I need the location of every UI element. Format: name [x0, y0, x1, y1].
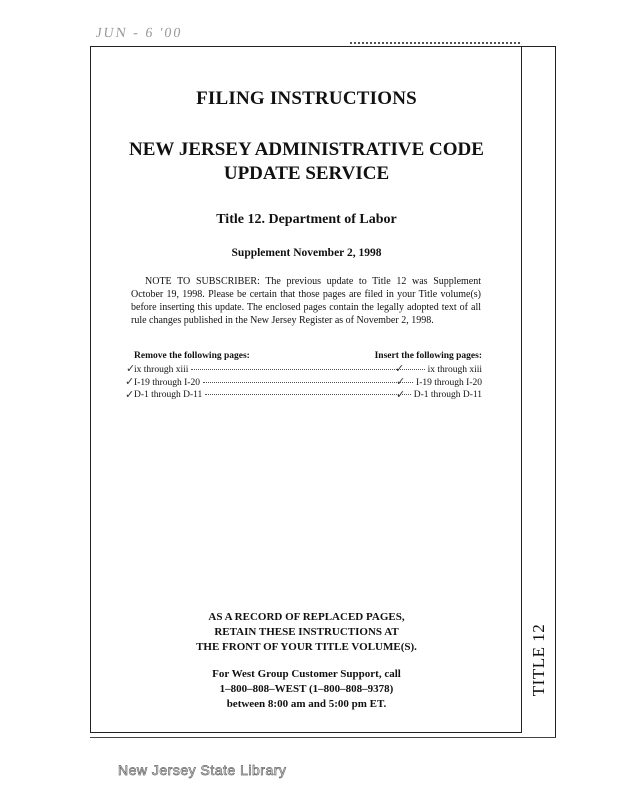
- top-dotted-rule: [350, 42, 520, 44]
- remove-pages: D-1 through D-11: [134, 390, 203, 400]
- bottom-rule: [90, 737, 556, 738]
- retain-line: AS A RECORD OF REPLACED PAGES,: [208, 611, 405, 623]
- check-mark-icon: ✓: [396, 389, 406, 401]
- insert-header: Insert the following pages:: [374, 351, 482, 361]
- insert-pages: ix through xiii: [427, 365, 482, 375]
- support-line: For West Group Customer Support, call: [212, 668, 401, 680]
- page-title: FILING INSTRUCTIONS: [196, 88, 417, 109]
- remove-header: Remove the following pages:: [134, 351, 250, 361]
- subscriber-note: NOTE TO SUBSCRIBER: The previous update to Title 12 was Supplement October 19, 1998. Please be certain that those pages are filed in your Title volume(s) before inserting this update. The enclosed pages contain the legally adopted text of all rule changes published in the New Jersey Register as of November 2, 1998.: [131, 276, 481, 326]
- support-line: 1–800–808–WEST (1–800–808–9378): [219, 683, 394, 695]
- check-mark-icon: ✓: [396, 376, 406, 388]
- tab-label: TITLE 12: [529, 623, 548, 697]
- insert-pages: D-1 through D-11: [413, 390, 482, 400]
- pages-header: [134, 351, 482, 361]
- pages-list: [134, 364, 482, 402]
- dot-leader: [205, 394, 411, 395]
- dot-leader: [203, 382, 413, 383]
- retain-line: THE FRONT OF YOUR TITLE VOLUME(S).: [196, 641, 417, 653]
- insert-pages: I-19 through I-20: [416, 377, 482, 388]
- received-stamp: JUN - 6 '00: [95, 26, 184, 41]
- check-mark-icon: ✓: [125, 389, 135, 401]
- subtitle: Title 12. Department of Labor: [216, 212, 397, 227]
- dot-leader: [191, 369, 424, 370]
- code-title: [91, 138, 522, 186]
- remove-pages: I-19 through I-20: [134, 377, 200, 388]
- library-watermark: New Jersey State Library: [118, 762, 287, 778]
- check-mark-icon: ✓: [395, 363, 405, 375]
- pages-row: [134, 377, 482, 390]
- customer-support: [91, 667, 522, 712]
- retain-line: RETAIN THESE INSTRUCTIONS AT: [214, 626, 399, 638]
- supplement-date: Supplement November 2, 1998: [231, 247, 382, 259]
- check-mark-icon: ✓: [125, 376, 135, 388]
- support-line: between 8:00 am and 5:00 pm ET.: [226, 698, 387, 710]
- check-mark-icon: ✓: [126, 363, 136, 375]
- retain-instructions: [91, 610, 522, 655]
- pages-row: [134, 364, 482, 377]
- code-title-line: UPDATE SERVICE: [223, 163, 390, 184]
- remove-pages: ix through xiii: [134, 365, 189, 375]
- pages-row: [134, 389, 482, 402]
- code-title-line: NEW JERSEY ADMINISTRATIVE CODE: [129, 139, 484, 160]
